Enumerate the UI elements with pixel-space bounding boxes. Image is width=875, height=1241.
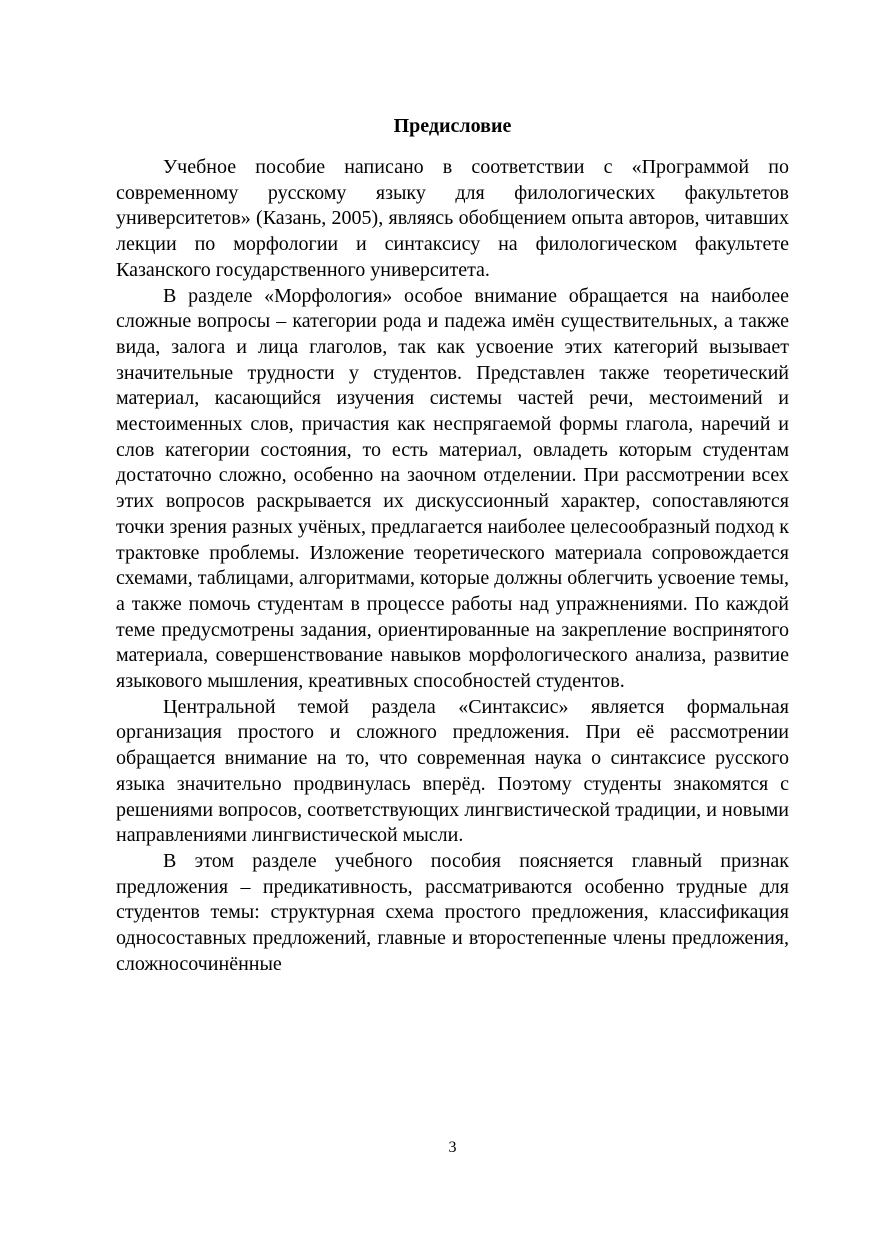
paragraph: Учебное пособие написано в соответствии с «Программой по современному русскому языку для филологических факультетов университетов» (Казань, 2005), являясь обобщением опыта авторов, читавших лекции по морфологии и синтаксису на филологическом факультете Казанского государственного университета. <box>116 156 789 281</box>
paragraph: В разделе «Морфология» особое внимание обращается на наиболее сложные вопросы – категории рода и падежа имён существительных, а также вида, залога и лица глаголов, так как усвоение этих категорий вызывает значительные трудности у студентов. Представлен также теоретический материал, касающийся изучения системы частей речи, местоимений и местоименных слов, причастия как неспрягаемой формы глагола, наречий и слов категории состояния, то есть материал, овладеть которым студентам достаточно сложно, особенно на заочном отделении. При рассмотрении всех этих вопросов раскрывается их дискуссионный характер, сопоставляются точки зрения разных учёных, предлагается наиболее целесообразный подход к трактовке проблемы. Изложение теоретического материала сопровождается схемами, таблицами, алгоритмами, которые должны облегчить усвоение темы, а также помочь студентам в процессе работы над упражнениями. По каждой теме предусмотрены задания, ориентированные на закрепление воспринятого материала, совершенствование навыков морфологического анализа, развитие языкового мышления, креативных способностей студентов. <box>116 284 789 693</box>
page-title: Предисловие <box>393 115 512 137</box>
body-text <box>116 155 789 978</box>
paragraph: В этом разделе учебного пособия поясняется главный признак предложения – предикативность, рассматриваются особенно трудные для студентов темы: структурная схема простого предложения, классификация односоставных предложений, главные и второстепенные члены предложения, сложносочинённые <box>116 849 789 975</box>
paragraph: Центральной темой раздела «Синтаксис» является формальная организация простого и сложного предложения. При её рассмотрении обращается внимание на то, что современная наука о синтаксисе русского языка значительно продвинулась вперёд. Поэтому студенты знакомятся с решениями вопросов, соответствующих лингвистической традиции, и новыми направлениями лингвистической мысли. <box>116 695 789 847</box>
page-number: 3 <box>448 1139 457 1156</box>
